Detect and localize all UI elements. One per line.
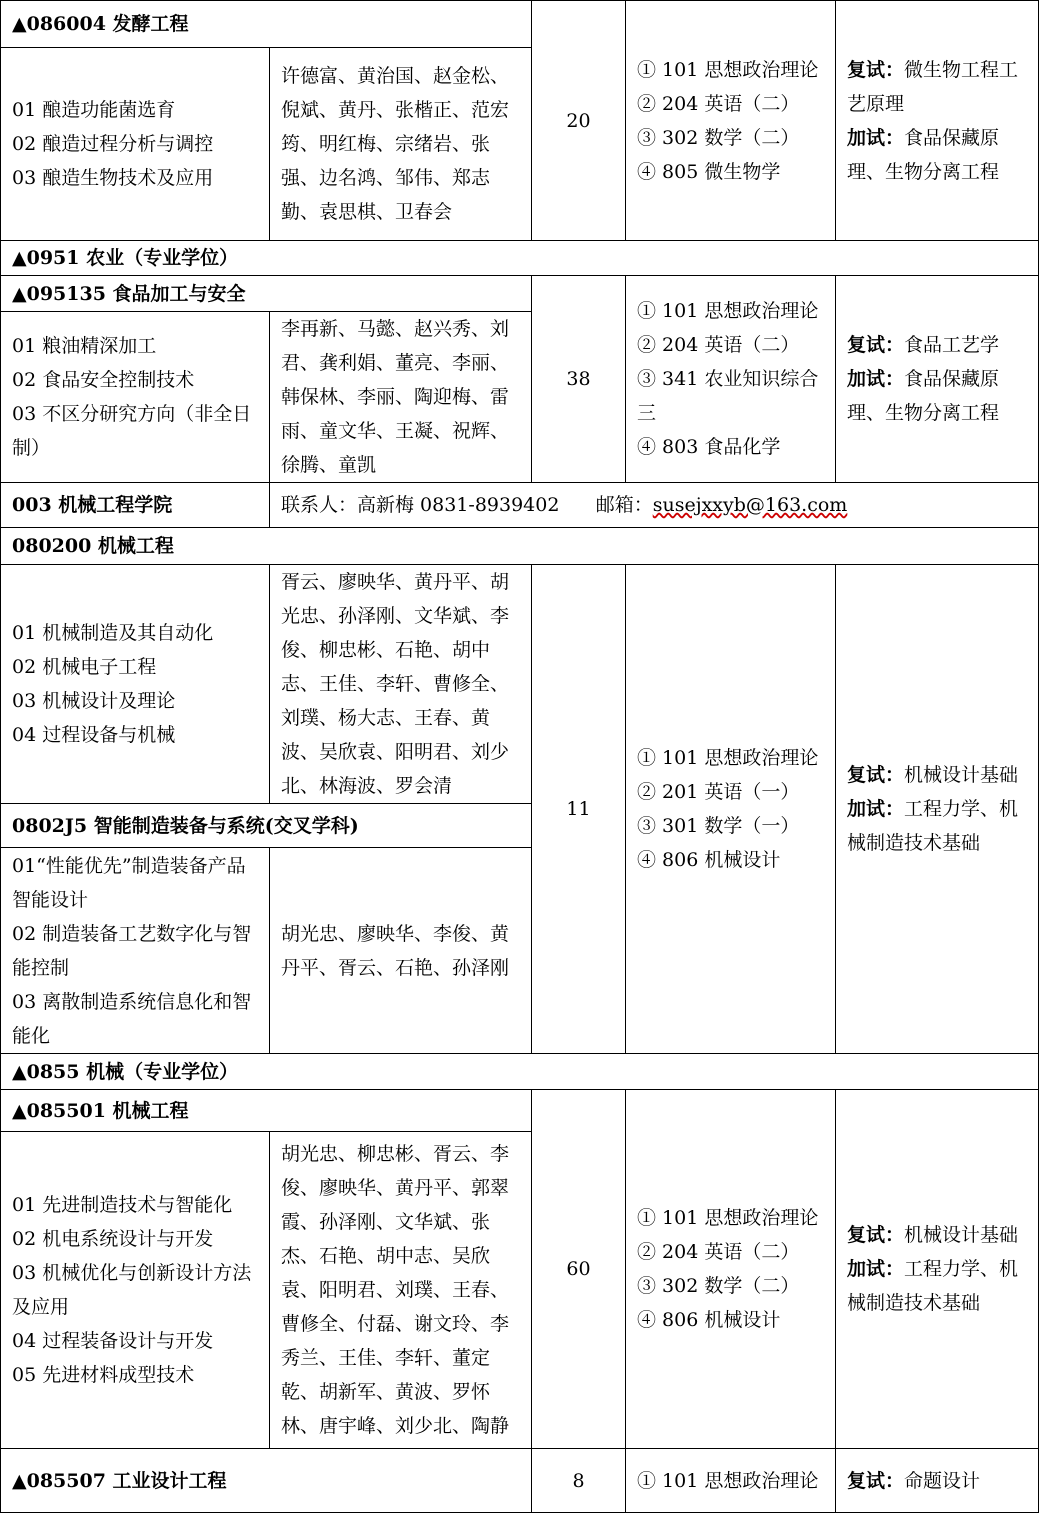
contact-email[interactable]: susejxxyb@163.com (652, 494, 848, 516)
research-direction: 02 食品安全控制技术 (12, 369, 195, 391)
retest-subject: 微生物工程工艺原理 (847, 58, 1019, 115)
exam-subject: ① 101 思想政治理论 (637, 747, 819, 769)
exam-subject: ② 204 英语（二） (637, 1241, 800, 1263)
extra-label: 加试： (847, 126, 905, 149)
college-contact (270, 483, 1039, 528)
major-header-080200: 080200 机械工程 (1, 528, 1039, 565)
retest-label: 复试： (847, 1469, 905, 1492)
research-direction: 02 机电系统设计与开发 (12, 1228, 214, 1250)
retest-085501 (836, 1090, 1039, 1449)
major-header-095135: ▲095135 食品加工与安全 (1, 276, 532, 312)
retest-subject: 机械设计基础 (904, 764, 1019, 786)
research-direction: 03 不区分研究方向（非全日制） (12, 403, 252, 459)
research-direction: 01 酿造功能菌选育 (12, 99, 176, 121)
research-direction: 03 机械设计及理论 (12, 690, 176, 712)
research-direction: 03 离散制造系统信息化和智能化 (12, 990, 252, 1047)
research-direction: 03 酿造生物技术及应用 (12, 167, 214, 189)
retest-label: 复试： (847, 334, 905, 356)
enrollment-095135: 38 (532, 276, 626, 483)
research-direction: 01 机械制造及其自动化 (12, 622, 214, 644)
major-header-086004: ▲086004 发酵工程 (1, 1, 532, 48)
enrollment-085507: 8 (532, 1449, 626, 1513)
contact-label: 联系人： (281, 494, 358, 516)
research-direction: 03 机械优化与创新设计方法及应用 (12, 1262, 252, 1318)
college-name: 003 机械工程学院 (1, 483, 270, 528)
research-direction: 02 机械电子工程 (12, 656, 157, 678)
directions-085501 (1, 1132, 270, 1449)
directions-095135 (1, 312, 270, 483)
retest-label: 复试： (847, 764, 905, 786)
enrollment-080200: 11 (532, 565, 626, 1054)
exam-subjects-085501 (626, 1090, 836, 1449)
research-direction: 01 先进制造技术与智能化 (12, 1194, 233, 1216)
research-direction: 02 制造装备工艺数字化与智能控制 (12, 922, 252, 979)
exam-subjects-085507 (626, 1449, 836, 1513)
exam-subject: ③ 302 数学（二） (637, 126, 800, 149)
supervisors-0802J5: 胡光忠、廖映华、李俊、黄丹平、胥云、石艳、孙泽刚 (270, 848, 532, 1054)
major-header-085507: ▲085507 工业设计工程 (1, 1449, 532, 1513)
exam-subjects-080200 (626, 565, 836, 1054)
exam-subject: ① 101 思想政治理论 (637, 1469, 819, 1492)
extra-subjects: 食品保藏原理、生物分离工程 (847, 126, 1000, 183)
research-direction: 01“性能优先”制造装备产品智能设计 (12, 854, 246, 911)
email-label: 邮箱： (595, 494, 653, 516)
extra-label: 加试： (847, 1258, 905, 1280)
retest-label: 复试： (847, 1224, 905, 1246)
exam-subject: ② 201 英语（一） (637, 781, 800, 803)
contact-person: 高新梅 0831-8939402 (357, 494, 560, 516)
exam-subject: ① 101 思想政治理论 (637, 1207, 819, 1229)
supervisors-080200: 胥云、廖映华、黄丹平、胡光忠、孙泽刚、文华斌、李俊、柳忠彬、石艳、胡中志、王佳、李轩、曹修全、刘璞、杨大志、王春、黄波、吴欣袁、阳明君、刘少北、林海波、罗会清 (270, 565, 532, 804)
retest-080200 (836, 565, 1039, 1054)
exam-subjects-095135 (626, 276, 836, 483)
research-direction: 05 先进材料成型技术 (12, 1364, 195, 1386)
retest-label: 复试： (847, 58, 905, 81)
supervisors-086004: 许德富、黄治国、赵金松、倪斌、黄丹、张楷正、范宏筠、明红梅、宗绪岩、张强、边名鸿、邹伟、郑志勤、袁思棋、卫春会 (270, 48, 532, 241)
extra-subjects: 食品保藏原理、生物分离工程 (847, 368, 1000, 424)
extra-label: 加试： (847, 368, 905, 390)
directions-080200 (1, 565, 270, 804)
exam-subject: ③ 301 数学（一） (637, 815, 800, 837)
exam-subject: ① 101 思想政治理论 (637, 300, 819, 322)
research-direction: 04 过程装备设计与开发 (12, 1330, 214, 1352)
exam-subject: ② 204 英语（二） (637, 334, 800, 356)
supervisors-095135: 李再新、马懿、赵兴秀、刘君、龚利娟、董亮、李丽、韩保林、李丽、陶迎梅、雷雨、童文华、王凝、祝辉、徐腾、童凯 (270, 312, 532, 483)
research-direction: 04 过程设备与机械 (12, 724, 176, 746)
retest-086004 (836, 1, 1039, 241)
extra-subjects: 工程力学、机械制造技术基础 (847, 798, 1019, 854)
extra-label: 加试： (847, 798, 905, 820)
major-header-0802J5: 0802J5 智能制造装备与系统(交叉学科) (1, 804, 532, 848)
extra-subjects: 工程力学、机械制造技术基础 (847, 1258, 1019, 1314)
exam-subject: ③ 341 农业知识综合三 (637, 368, 819, 424)
category-0951: ▲0951 农业（专业学位） (1, 241, 1039, 276)
exam-subject: ④ 803 食品化学 (637, 436, 781, 458)
major-header-085501: ▲085501 机械工程 (1, 1090, 532, 1132)
retest-subject: 食品工艺学 (904, 334, 1000, 356)
supervisors-085501: 胡光忠、柳忠彬、胥云、李俊、廖映华、黄丹平、郭翠霞、孙泽刚、文华斌、张杰、石艳、胡中志、吴欣袁、阳明君、刘璞、王春、曹修全、付磊、谢文玲、李秀兰、王佳、李轩、董定乾、胡新军、黄波、罗怀林、唐宇峰、刘少北、陶静 (270, 1132, 532, 1449)
exam-subject: ③ 302 数学（二） (637, 1275, 800, 1297)
retest-085507 (836, 1449, 1039, 1513)
exam-subject: ④ 806 机械设计 (637, 1309, 781, 1331)
retest-subject: 机械设计基础 (904, 1224, 1019, 1246)
exam-subject: ① 101 思想政治理论 (637, 58, 819, 81)
exam-subject: ④ 805 微生物学 (637, 160, 781, 183)
retest-095135 (836, 276, 1039, 483)
research-direction: 02 酿造过程分析与调控 (12, 133, 214, 155)
exam-subject: ② 204 英语（二） (637, 92, 800, 115)
exam-subject: ④ 806 机械设计 (637, 849, 781, 871)
category-0855: ▲0855 机械（专业学位） (1, 1054, 1039, 1090)
exam-subjects-086004 (626, 1, 836, 241)
retest-subject: 命题设计 (904, 1469, 981, 1492)
enrollment-086004: 20 (532, 1, 626, 241)
enrollment-085501: 60 (532, 1090, 626, 1449)
directions-086004 (1, 48, 270, 241)
research-direction: 01 粮油精深加工 (12, 335, 157, 357)
directions-0802J5 (1, 848, 270, 1054)
